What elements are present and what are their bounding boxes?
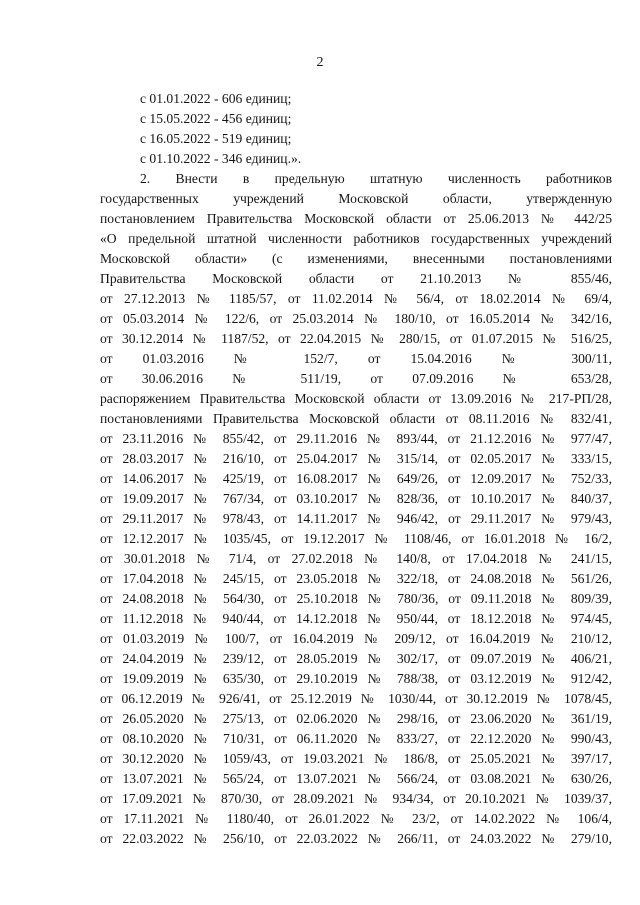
paragraph-line: Правительства Московской области от 21.10.2013 № 855/46,: [100, 271, 612, 286]
paragraph-line: государственных учреждений Московской области, утвержденную: [100, 191, 612, 206]
paragraph-line: от 12.12.2017 № 1035/45, от 19.12.2017 № 1108/46, от 16.01.2018 № 16/2,: [100, 531, 612, 546]
paragraph-line: от 30.01.2018 № 71/4, от 27.02.2018 № 140/8, от 17.04.2018 № 241/15,: [100, 551, 612, 566]
paragraph-line: от 01.03.2019 № 100/7, от 16.04.2019 № 209/12, от 16.04.2019 № 210/12,: [100, 631, 612, 646]
paragraph-line: от 19.09.2017 № 767/34, от 03.10.2017 № 828/36, от 10.10.2017 № 840/37,: [100, 491, 612, 506]
paragraph-line: от 24.04.2019 № 239/12, от 28.05.2019 № 302/17, от 09.07.2019 № 406/21,: [100, 651, 612, 666]
paragraph-line: от 24.08.2018 № 564/30, от 25.10.2018 № 780/36, от 09.11.2018 № 809/39,: [100, 591, 612, 606]
paragraph-line: постановлением Правительства Московской области от 25.06.2013 № 442/25: [100, 211, 612, 226]
paragraph-line: от 23.11.2016 № 855/42, от 29.11.2016 № 893/44, от 21.12.2016 № 977/47,: [100, 431, 612, 446]
paragraph-line: от 17.11.2021 № 1180/40, от 26.01.2022 № 23/2, от 14.02.2022 № 106/4,: [100, 811, 612, 826]
list-item: с 01.10.2022 - 346 единиц.».: [140, 151, 302, 166]
page-number: 2: [316, 55, 324, 70]
paragraph-line: от 14.06.2017 № 425/19, от 16.08.2017 № 649/26, от 12.09.2017 № 752/33,: [100, 471, 612, 486]
paragraph-line: от 30.12.2014 № 1187/52, от 22.04.2015 № 280/15, от 01.07.2015 № 516/25,: [100, 331, 612, 346]
paragraph-line: от 27.12.2013 № 1185/57, от 11.02.2014 № 56/4, от 18.02.2014 № 69/4,: [100, 291, 612, 306]
paragraph-line: от 28.03.2017 № 216/10, от 25.04.2017 № 315/14, от 02.05.2017 № 333/15,: [100, 451, 612, 466]
list-item: с 15.05.2022 - 456 единиц;: [140, 111, 292, 126]
paragraph-line: от 13.07.2021 № 565/24, от 13.07.2021 № 566/24, от 03.08.2021 № 630/26,: [100, 771, 612, 786]
paragraph-first-line: 2. Внести в предельную штатную численность работников: [140, 171, 612, 186]
paragraph-line: от 01.03.2016 № 152/7, от 15.04.2016 № 300/11,: [100, 351, 612, 366]
paragraph-line: от 08.10.2020 № 710/31, от 06.11.2020 № 833/27, от 22.12.2020 № 990/43,: [100, 731, 612, 746]
paragraph-line: от 26.05.2020 № 275/13, от 02.06.2020 № 298/16, от 23.06.2020 № 361/19,: [100, 711, 612, 726]
paragraph-line: от 30.12.2020 № 1059/43, от 19.03.2021 № 186/8, от 25.05.2021 № 397/17,: [100, 751, 612, 766]
paragraph-line: от 06.12.2019 № 926/41, от 25.12.2019 № 1030/44, от 30.12.2019 № 1078/45,: [100, 691, 612, 706]
paragraph-line: постановлениями Правительства Московской области от 08.11.2016 № 832/41,: [100, 411, 612, 426]
paragraph-line: от 30.06.2016 № 511/19, от 07.09.2016 № 653/28,: [100, 371, 612, 386]
paragraph-line: от 17.09.2021 № 870/30, от 28.09.2021 № 934/34, от 20.10.2021 № 1039/37,: [100, 791, 612, 806]
paragraph-line: от 05.03.2014 № 122/6, от 25.03.2014 № 180/10, от 16.05.2014 № 342/16,: [100, 311, 612, 326]
paragraph-line: распоряжением Правительства Московской области от 13.09.2016 № 217-РП/28,: [100, 391, 612, 406]
paragraph-line: от 29.11.2017 № 978/43, от 14.11.2017 № 946/42, от 29.11.2017 № 979/43,: [100, 511, 612, 526]
list-item: с 16.05.2022 - 519 единиц;: [140, 131, 292, 146]
paragraph-line: от 22.03.2022 № 256/10, от 22.03.2022 № 266/11, от 24.03.2022 № 279/10,: [100, 831, 612, 846]
paragraph-line: «О предельной штатной численности работников государственных учреждений: [100, 231, 612, 246]
list-item: с 01.01.2022 - 606 единиц;: [140, 91, 292, 106]
paragraph-line: от 17.04.2018 № 245/15, от 23.05.2018 № 322/18, от 24.08.2018 № 561/26,: [100, 571, 612, 586]
paragraph-line: от 11.12.2018 № 940/44, от 14.12.2018 № 950/44, от 18.12.2018 № 974/45,: [100, 611, 612, 626]
paragraph-line: от 19.09.2019 № 635/30, от 29.10.2019 № 788/38, от 03.12.2019 № 912/42,: [100, 671, 612, 686]
paragraph-line: Московской области» (с изменениями, внесенными постановлениями: [100, 251, 612, 266]
